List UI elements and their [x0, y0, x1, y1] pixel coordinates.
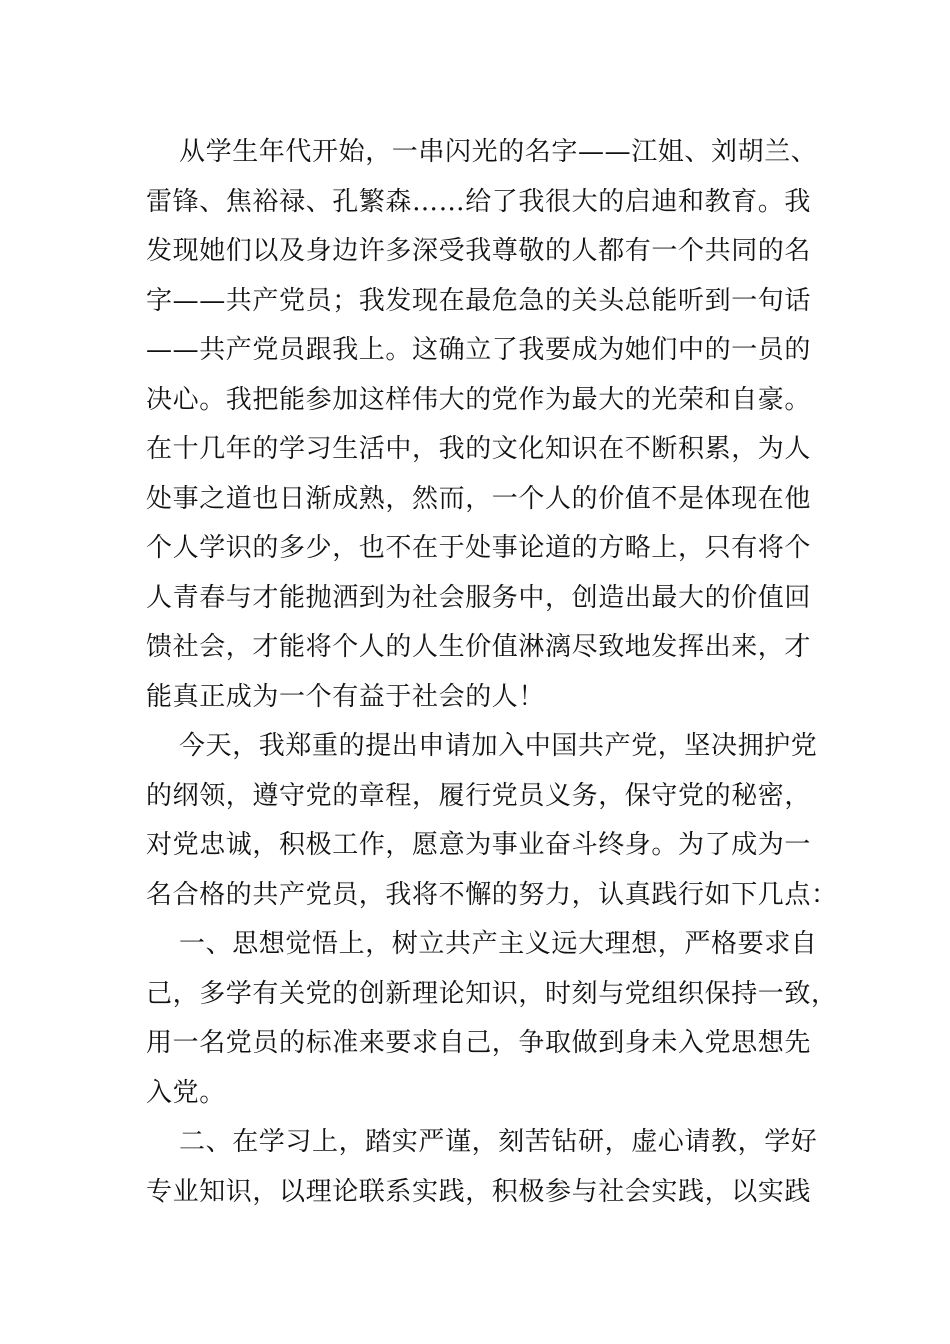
text-line: 的纲领，遵守党的章程，履行党员义务，保守党的秘密，: [146, 780, 812, 811]
text-line: 二、在学习上，踏实严谨，刻苦钻研，虚心请教，学好: [179, 1127, 818, 1157]
text-line: 己，多学有关党的创新理论知识，时刻与党组织保持一致，: [146, 978, 838, 1009]
text-line: 字——共产党员；我发现在最危急的关头总能听到一句话: [146, 285, 812, 316]
text-line: 能真正成为一个有益于社会的人！: [146, 681, 546, 712]
text-line: 用一名党员的标准来要求自己，争取做到身未入党思想先: [146, 1028, 812, 1058]
text-line: 人青春与才能抛洒到为社会服务中，创造出最大的价值回: [146, 582, 812, 613]
text-line: 个人学识的多少，也不在于处事论道的方略上，只有将个: [146, 533, 812, 563]
text-line: 一、思想觉悟上，树立共产主义远大理想，严格要求自: [179, 929, 818, 959]
text-line: 馈社会，才能将个人的人生价值淋漓尽致地发挥出来，才: [146, 632, 812, 662]
text-line: 今天，我郑重的提出申请加入中国共产党，坚决拥护党: [179, 731, 818, 761]
text-line: 决心。我把能参加这样伟大的党作为最大的光荣和自豪。: [146, 384, 812, 415]
text-line: ——共产党员跟我上。这确立了我要成为她们中的一员的: [146, 335, 812, 365]
text-line: 雷锋、焦裕禄、孔繁森……给了我很大的启迪和教育。我: [146, 186, 812, 217]
text-line: 专业知识，以理论联系实践，积极参与社会实践，以实践: [146, 1176, 812, 1207]
text-line: 入党。: [146, 1077, 226, 1108]
text-line: 处事之道也日渐成熟，然而，一个人的价值不是体现在他: [146, 483, 812, 514]
text-line: 在十几年的学习生活中，我的文化知识在不断积累，为人: [146, 434, 812, 464]
text-line: 对党忠诚，积极工作，愿意为事业奋斗终身。为了成为一: [146, 830, 812, 860]
document-body: [146, 128, 838, 1217]
text-line: 发现她们以及身边许多深受我尊敬的人都有一个共同的名: [146, 236, 812, 266]
text-line: 名合格的共产党员，我将不懈的努力，认真践行如下几点：: [146, 879, 838, 910]
text-line: 从学生年代开始，一串闪光的名字——江姐、刘胡兰、: [179, 137, 818, 167]
